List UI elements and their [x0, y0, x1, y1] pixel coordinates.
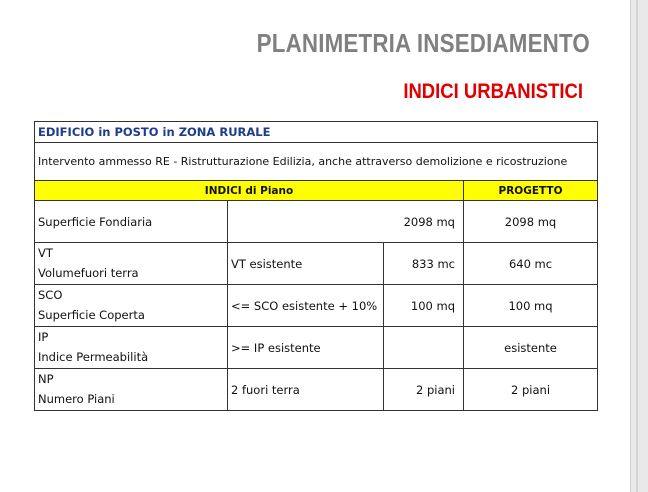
- table-row: [35, 243, 598, 285]
- row-name: Volumefuori terra: [38, 266, 139, 280]
- column-header-progetto: PROGETTO: [464, 181, 598, 201]
- row-piano-value: 100 mq: [384, 285, 464, 327]
- row-condition: 2 fuori terra: [228, 369, 384, 411]
- table-description-row: [35, 143, 598, 181]
- row-code: IP: [38, 330, 49, 344]
- row-progetto-value: 2098 mq: [464, 201, 598, 243]
- column-header-indici: INDICI di Piano: [35, 181, 464, 201]
- row-piano-value: 2098 mq: [228, 201, 464, 243]
- row-name: Indice Permeabilità: [38, 350, 149, 364]
- row-code: SCO: [38, 288, 63, 302]
- row-piano-value: 833 mc: [384, 243, 464, 285]
- row-progetto-value: 640 mc: [464, 243, 598, 285]
- row-label: [35, 369, 228, 411]
- row-name: Superficie Coperta: [38, 308, 145, 322]
- table-row: [35, 285, 598, 327]
- page-subtitle: INDICI URBANISTICI: [403, 80, 583, 103]
- table-description: Intervento ammesso RE - Ristrutturazione Edilizia, anche attraverso demolizione e ricostruzione: [35, 143, 598, 181]
- row-condition: VT esistente: [228, 243, 384, 285]
- table-heading: EDIFICIO in POSTO in ZONA RURALE: [35, 122, 598, 143]
- urban-indices-table: [34, 121, 598, 411]
- row-label: [35, 243, 228, 285]
- row-condition: <= SCO esistente + 10%: [228, 285, 384, 327]
- row-name: Numero Piani: [38, 392, 115, 406]
- row-progetto-value: 100 mq: [464, 285, 598, 327]
- table-row: [35, 201, 598, 243]
- scrollbar-divider: [636, 0, 638, 492]
- row-code: NP: [38, 372, 54, 386]
- row-code: VT: [38, 246, 53, 260]
- row-label: [35, 327, 228, 369]
- table-column-header-row: [35, 181, 598, 201]
- row-piano-value: 2 piani: [384, 369, 464, 411]
- table-heading-row: [35, 122, 598, 143]
- row-progetto-value: 2 piani: [464, 369, 598, 411]
- row-label: [35, 285, 228, 327]
- page-title: PLANIMETRIA INSEDIAMENTO: [256, 28, 590, 58]
- row-progetto-value: esistente: [464, 327, 598, 369]
- table-row: [35, 369, 598, 411]
- row-label: Superficie Fondiaria: [35, 201, 228, 243]
- row-condition: >= IP esistente: [228, 327, 384, 369]
- table-row: [35, 327, 598, 369]
- scrollbar-track[interactable]: [630, 0, 648, 492]
- row-piano-value: [384, 327, 464, 369]
